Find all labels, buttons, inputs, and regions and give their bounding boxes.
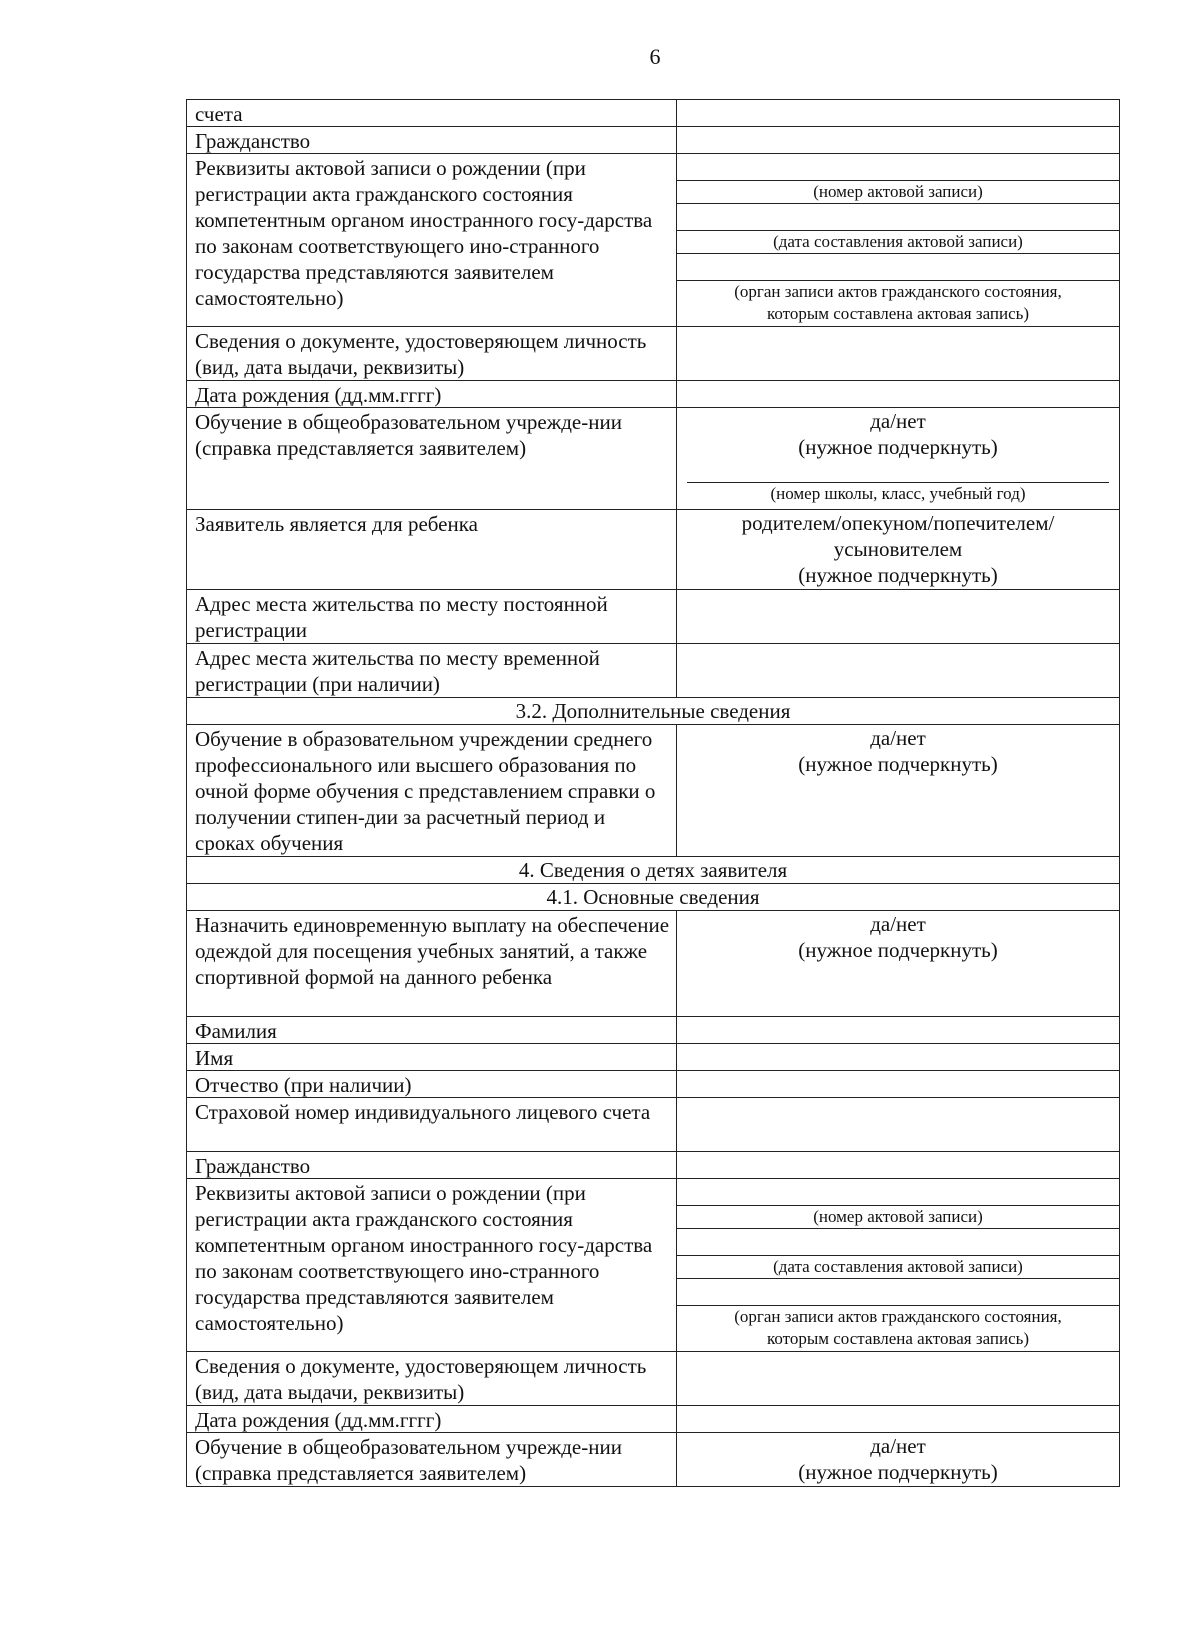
child-birth-record-cell (677, 1179, 1119, 1351)
option-guardian-1[interactable]: родителем/опекуном/попечителем/ (741, 511, 1055, 535)
row-child-citizenship (186, 1152, 1120, 1179)
row-child-school (186, 1433, 1120, 1487)
label-clothing-payment: Назначить единовременную выплату на обеспечение одеждой для посещения учебных занятий, а также спортивной формой на данного ребенка (187, 911, 677, 1016)
caption-record-number: (номер актовой записи) (677, 181, 1119, 204)
birth-record-cell (677, 154, 1119, 326)
caption-record-date: (дата составления актовой записи) (677, 231, 1119, 254)
caption-child-record-date: (дата составления актовой записи) (677, 1256, 1119, 1279)
field-account-tail[interactable] (677, 100, 1119, 126)
school-underline-hint: (нужное подчеркнуть) (798, 435, 998, 459)
row-child-surname (186, 1017, 1120, 1044)
label-child-name: Имя (187, 1044, 677, 1070)
label-child-school: Обучение в общеобразовательном учрежде-нии (справка представляется заявителем) (187, 1433, 677, 1486)
field-record-organ[interactable] (677, 254, 1119, 281)
field-record-number[interactable] (677, 154, 1119, 181)
higher-edu-underline-hint: (нужное подчеркнуть) (798, 752, 998, 776)
row-identity-doc (186, 327, 1120, 381)
row-birth-date (186, 381, 1120, 408)
higher-edu-yes-no[interactable]: да/нет (870, 726, 926, 750)
child-school-yes-no[interactable]: да/нет (870, 1434, 926, 1458)
field-address-temporary[interactable] (677, 644, 1119, 697)
clothing-payment-cell (677, 911, 1119, 1016)
section-children-main: 4.1. Основные сведения (186, 884, 1120, 911)
field-child-identity-doc[interactable] (677, 1352, 1119, 1405)
row-address-temporary (186, 644, 1120, 698)
section-children: 4. Сведения о детях заявителя (186, 857, 1120, 884)
label-child-identity-doc: Сведения о документе, удостоверяющем личность (вид, дата выдачи, реквизиты) (187, 1352, 677, 1405)
child-school-underline-hint: (нужное подчеркнуть) (798, 1460, 998, 1484)
row-child-snils (186, 1098, 1120, 1152)
label-identity-doc: Сведения о документе, удостоверяющем личность (вид, дата выдачи, реквизиты) (187, 327, 677, 380)
field-child-snils[interactable] (677, 1098, 1119, 1151)
field-child-record-number[interactable] (677, 1179, 1119, 1206)
field-record-date[interactable] (677, 204, 1119, 231)
field-child-record-date[interactable] (677, 1229, 1119, 1256)
row-child-identity-doc (186, 1352, 1120, 1406)
clothing-underline-hint: (нужное подчеркнуть) (798, 938, 998, 962)
row-child-name (186, 1044, 1120, 1071)
school-cell (677, 408, 1119, 509)
option-guardian-2[interactable]: усыновителем (833, 537, 963, 561)
row-account-tail (186, 100, 1120, 127)
label-address-permanent: Адрес места жительства по месту постоянной регистрации (187, 590, 677, 643)
caption-school-details: (номер школы, класс, учебный год) (770, 484, 1026, 503)
label-child-snils: Страховой номер индивидуального лицевого счета (187, 1098, 677, 1151)
applicant-is-cell (677, 510, 1119, 589)
field-child-name[interactable] (677, 1044, 1119, 1070)
field-child-citizenship[interactable] (677, 1152, 1119, 1178)
label-child-surname: Фамилия (187, 1017, 677, 1043)
clothing-yes-no[interactable]: да/нет (870, 912, 926, 936)
label-address-temporary: Адрес места жительства по месту временной регистрации (при наличии) (187, 644, 677, 697)
label-birth-record: Реквизиты актовой записи о рождении (при регистрации акта гражданского состояния компетентным органом иностранного госу-дарства по законам соответствующего ино-странного государства представляются заявителем самостоятельно) (187, 154, 677, 326)
label-birth-date: Дата рождения (дд.мм.гггг) (187, 381, 677, 407)
label-citizenship: Гражданство (187, 127, 677, 153)
field-child-record-organ[interactable] (677, 1279, 1119, 1306)
row-school (186, 408, 1120, 510)
field-school-details[interactable] (677, 460, 1119, 482)
higher-edu-cell (677, 725, 1119, 856)
row-address-permanent (186, 590, 1120, 644)
label-child-patronymic: Отчество (при наличии) (187, 1071, 677, 1097)
label-school: Обучение в общеобразовательном учрежде-нии (справка представляется заявителем) (187, 408, 677, 509)
label-applicant-is: Заявитель является для ребенка (187, 510, 677, 589)
row-birth-record (186, 154, 1120, 327)
row-clothing-payment (186, 911, 1120, 1017)
application-form-table (186, 99, 1120, 1487)
field-identity-doc[interactable] (677, 327, 1119, 380)
child-school-cell (677, 1433, 1119, 1486)
row-higher-edu (186, 725, 1120, 857)
caption-record-organ-1: (орган записи актов гражданского состояния, (734, 282, 1062, 301)
field-citizenship[interactable] (677, 127, 1119, 153)
label-higher-edu: Обучение в образовательном учреждении среднего профессионального или высшего образования по очной форме обучения с представлением справки о получении стипен-дии за расчетный период и сроках обучения (187, 725, 677, 856)
label-account-tail: счета (187, 100, 677, 126)
field-child-surname[interactable] (677, 1017, 1119, 1043)
school-yes-no[interactable]: да/нет (870, 409, 926, 433)
row-child-birth-record (186, 1179, 1120, 1352)
applicant-underline-hint: (нужное подчеркнуть) (798, 563, 998, 587)
caption-child-record-organ-1: (орган записи актов гражданского состояния, (734, 1307, 1062, 1326)
row-citizenship (186, 127, 1120, 154)
page-number: 6 (649, 44, 661, 69)
field-address-permanent[interactable] (677, 590, 1119, 643)
label-child-citizenship: Гражданство (187, 1152, 677, 1178)
section-additional-info: 3.2. Дополнительные сведения (186, 698, 1120, 725)
label-child-birth-record: Реквизиты актовой записи о рождении (при регистрации акта гражданского состояния компетентным органом иностранного госу-дарства по законам соответствующего ино-странного государства представляются заявителем самостоятельно) (187, 1179, 677, 1351)
field-birth-date[interactable] (677, 381, 1119, 407)
row-child-patronymic (186, 1071, 1120, 1098)
label-child-birth-date: Дата рождения (дд.мм.гггг) (187, 1406, 677, 1432)
row-applicant-is (186, 510, 1120, 590)
caption-child-record-number: (номер актовой записи) (677, 1206, 1119, 1229)
field-child-patronymic[interactable] (677, 1071, 1119, 1097)
caption-record-organ-2: которым составлена актовая запись) (766, 304, 1030, 323)
field-child-birth-date[interactable] (677, 1406, 1119, 1432)
caption-child-record-organ-2: которым составлена актовая запись) (766, 1329, 1030, 1348)
row-child-birth-date (186, 1406, 1120, 1433)
